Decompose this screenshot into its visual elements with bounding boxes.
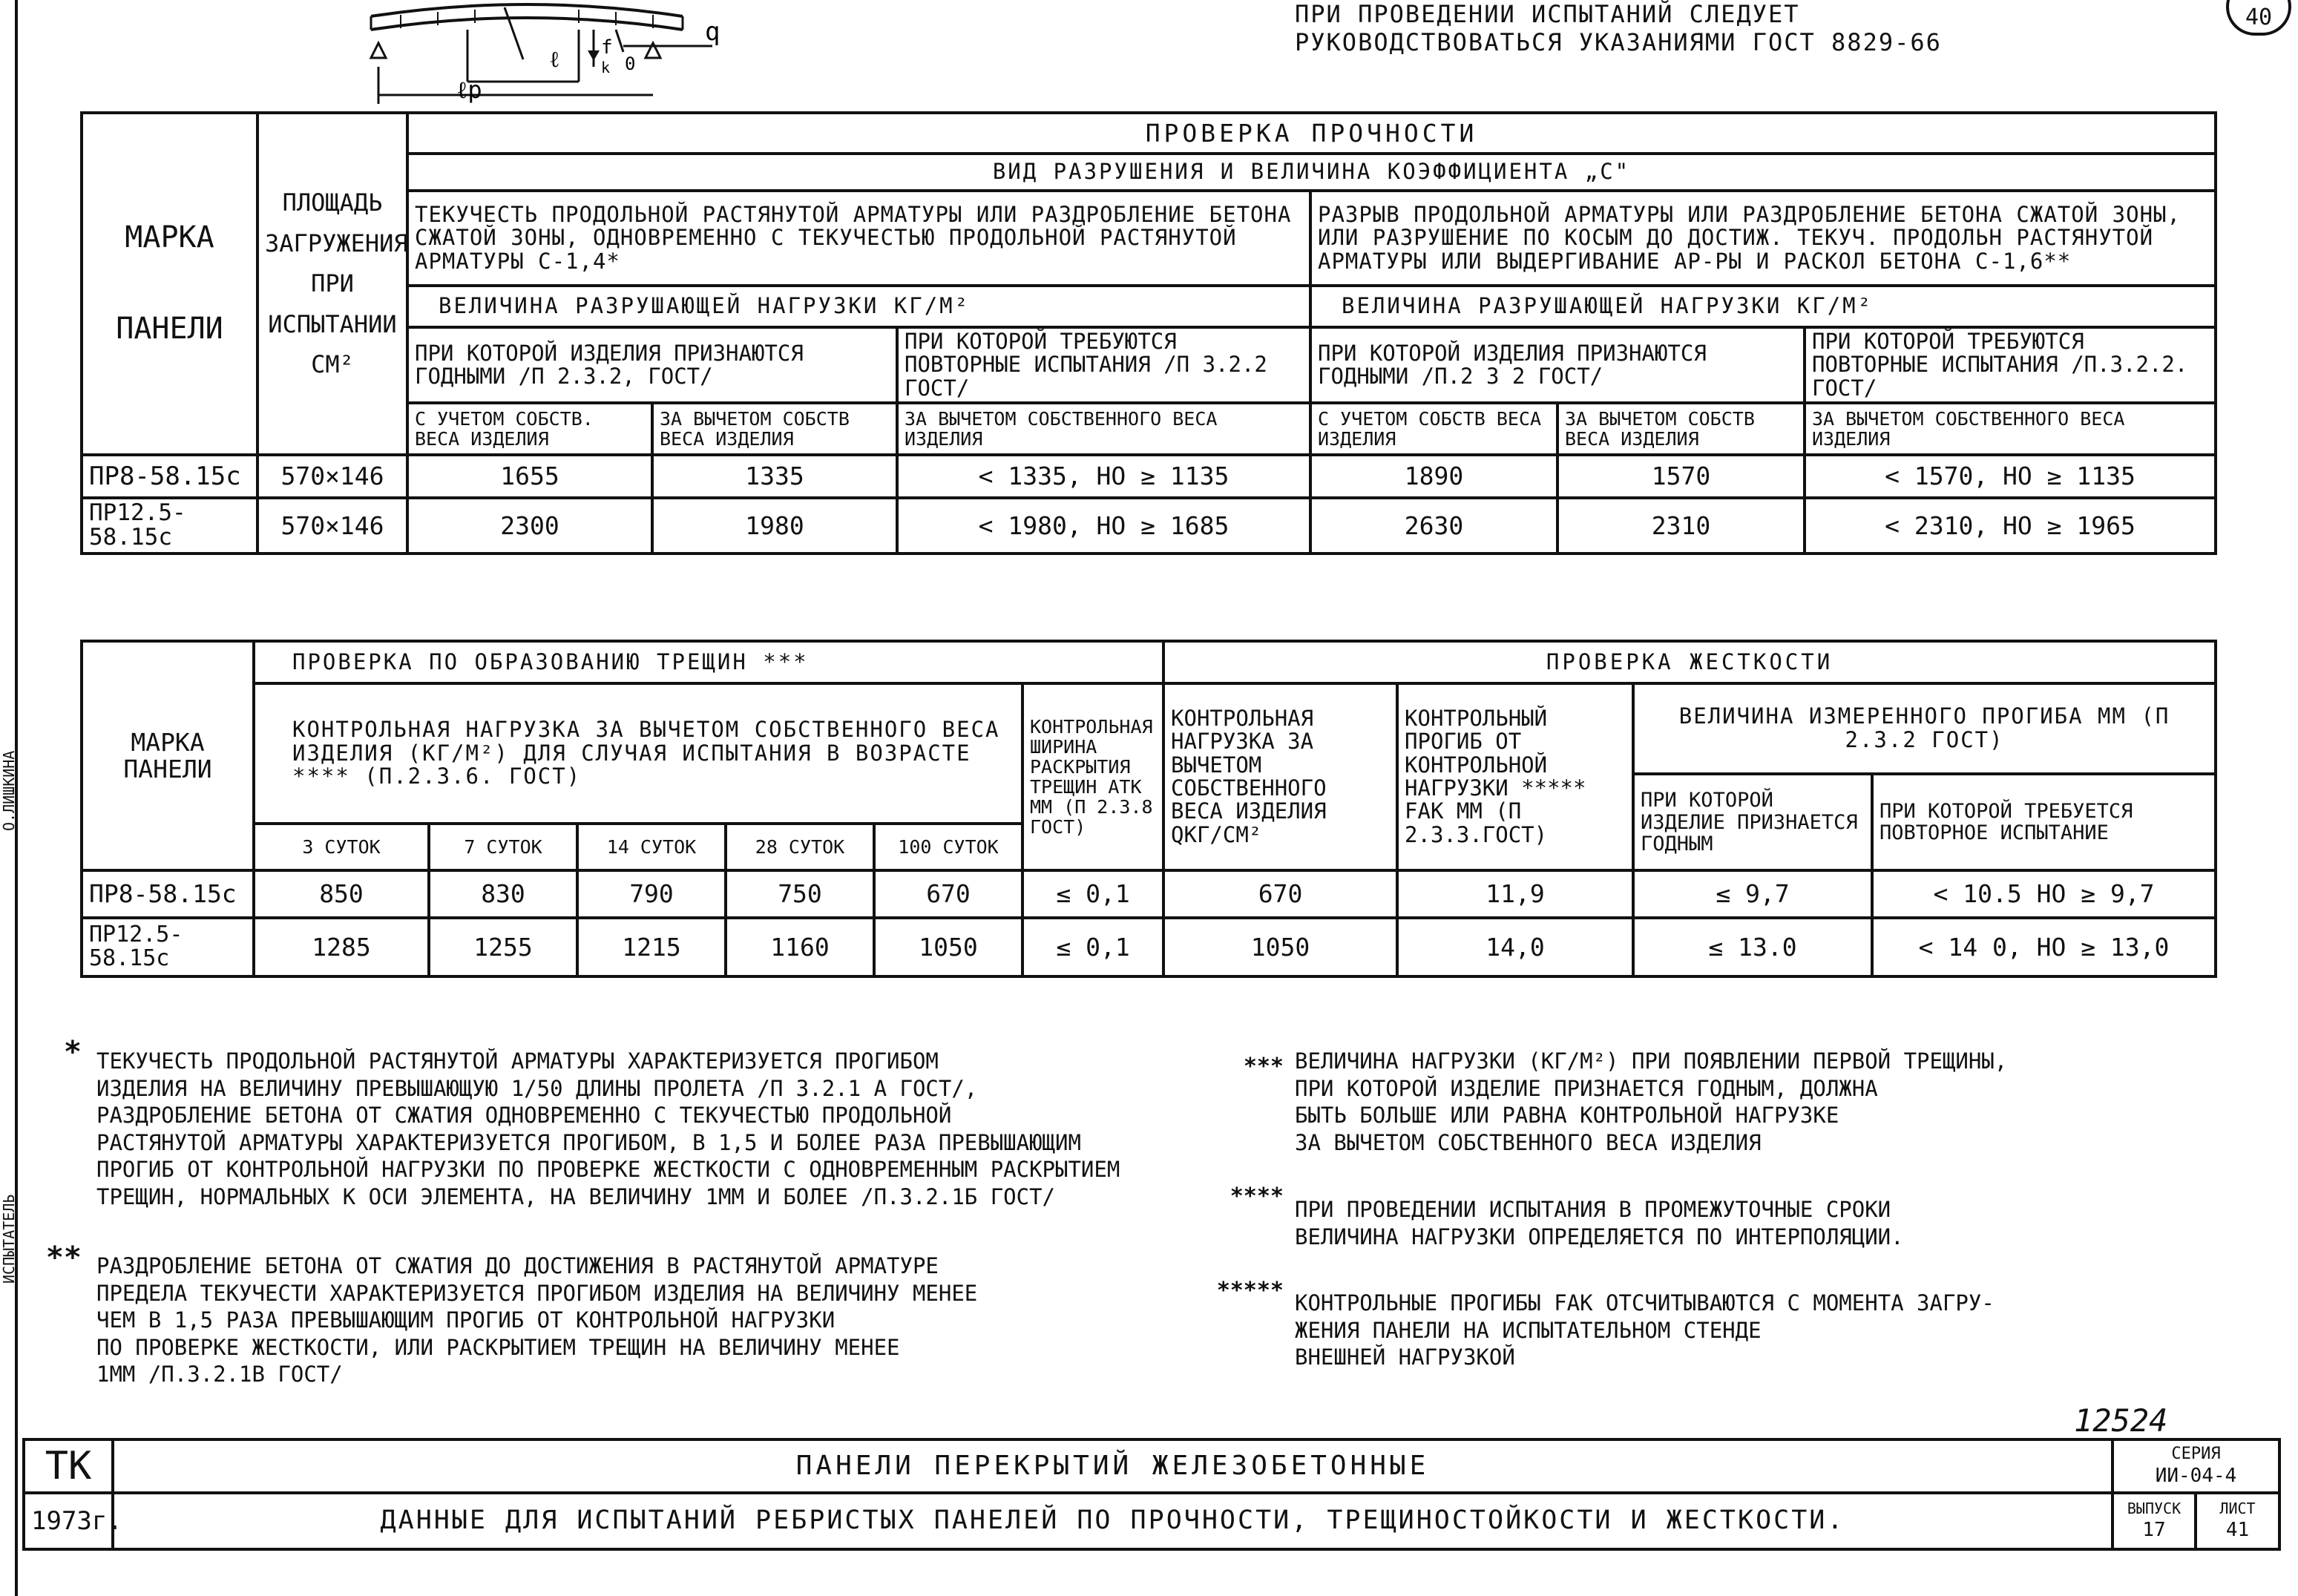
control-deflection-header: КОНТРОЛЬНЫЙ ПРОГИБ ОТ КОНТРОЛЬНОЙ НАГРУЗКИ ***** FАК ММ (П 2.3.3.ГОСТ) [1397, 683, 1633, 871]
age-7-days: 7 СУТОК [429, 824, 577, 870]
diagram-label-lp: ℓp [456, 76, 482, 104]
row-crack-width: ≤ 0,1 [1022, 870, 1163, 917]
note-1-text: ТЕКУЧЕСТЬ ПРОДОЛЬНОЙ РАСТЯНУТОЙ АРМАТУРЫ ХАРАКТЕРИЗУЕТСЯ ПРОГИБОМ ИЗДЕЛИЯ НА ВЕЛИЧИНУ ПРЕВЫШАЮЩУЮ 1/50 ДЛИНЫ ПРОЛЕТА /П 3.2.1 А ГОСТ/, РАЗДРОБЛЕНИЕ БЕТОНА ОТ СЖАТИЯ ОДНОВРЕМЕННО С ТЕКУЧЕСТЬЮ ПРОДОЛЬНОЙ РАСТЯНУТОЙ АРМАТУРЫ ХАРАКТЕРИЗУЕТСЯ ПРОГИБОМ, В 1,5 И БОЛЕЕ РАЗА ПРЕВЫШАЮЩИМ ПРОГИБ ОТ КОНТРОЛЬНОЙ НАГРУЗКИ ПО ПРОВЕРКЕ ЖЕСТКОСТИ С ОДНОВРЕМЕННЫМ РАСКРЫТИЕМ ТРЕЩИН, НОРМАЛЬНЫХ К ОСИ ЭЛЕМЕНТА, НА ВЕЛИЧИНУ 1ММ И БОЛЕЕ /П.3.2.1Б ГОСТ/ [96, 1048, 1120, 1209]
row-deflection-retest: < 14 0, НО ≥ 13,0 [1872, 918, 2216, 976]
row-load-14: 1215 [577, 918, 726, 976]
deflection-accepted-header: ПРИ КОТОРОЙ ИЗДЕЛИЕ ПРИЗНАЕТСЯ ГОДНЫМ [1633, 774, 1872, 871]
stamp-year: 1973г. [24, 1493, 113, 1549]
row-left-with: 1655 [407, 455, 652, 498]
row-load-100: 1050 [874, 918, 1022, 976]
row-right-retest: < 2310, НО ≥ 1965 [1805, 498, 2216, 554]
sheet-label: ЛИСТ [2219, 1500, 2256, 1518]
row-left-with: 2300 [407, 498, 652, 554]
row-left-retest: < 1980, НО ≥ 1685 [897, 498, 1310, 554]
side-signature-1: О.ЛИШКИНА [0, 750, 18, 831]
side-signature-3: ИСПЫТАТЕЛЬ [0, 1194, 18, 1284]
loading-area-header: ПЛОЩАДЬ ЗАГРУЖЕНИЯ ПРИ ИСПЫТАНИИ СМ² [257, 113, 407, 455]
note-1-mark: * [63, 1035, 82, 1069]
retest-left-header: ПРИ КОТОРОЙ ТРЕБУЮТСЯ ПОВТОРНЫЕ ИСПЫТАНИЯ /П 3.2.2 ГОСТ/ [897, 327, 1310, 403]
note-5-mark: ***** [1216, 1278, 1284, 1304]
row-right-minus: 2310 [1557, 498, 1805, 554]
stamp-series [2112, 1439, 2279, 1493]
row-mark: ПР8-58.15с [82, 870, 254, 917]
series-label: СЕРИЯ [2171, 1445, 2221, 1464]
row-load-100: 670 [874, 870, 1022, 917]
row-left-retest: < 1335, НО ≥ 1135 [897, 455, 1310, 498]
stamp-title-line-1: ПАНЕЛИ ПЕРЕКРЫТИЙ ЖЕЛЕЗОБЕТОННЫЕ [113, 1439, 2112, 1493]
row-load-28: 750 [726, 870, 874, 917]
destructive-load-right: ВЕЛИЧИНА РАЗРУШАЮЩЕЙ НАГРУЗКИ КГ/М² [1310, 286, 2216, 327]
diagram-label-q: q [705, 17, 720, 47]
row-right-with: 1890 [1310, 455, 1557, 498]
note-2-mark: ** [45, 1241, 82, 1275]
row-control-load: 1050 [1163, 918, 1397, 976]
destructive-load-left: ВЕЛИЧИНА РАЗРУШАЮЩЕЙ НАГРУЗКИ КГ/М² [407, 286, 1310, 327]
stamp-sheet [2196, 1493, 2279, 1549]
sheet-value: 41 [2225, 1519, 2250, 1542]
inventory-number: 12524 [2074, 1402, 2168, 1439]
row-area: 570×146 [257, 498, 407, 554]
accepted-left-header: ПРИ КОТОРОЙ ИЗДЕЛИЯ ПРИЗНАЮТСЯ ГОДНЫМИ /П 2.3.2, ГОСТ/ [407, 327, 897, 403]
row-mark: ПР8-58.15с [82, 455, 257, 498]
row-load-7: 1255 [429, 918, 577, 976]
row-right-retest: < 1570, НО ≥ 1135 [1805, 455, 2216, 498]
row-load-3: 1285 [254, 918, 429, 976]
row-deflection-retest: < 10.5 НО ≥ 9,7 [1872, 870, 2216, 917]
row-load-3: 850 [254, 870, 429, 917]
age-100-days: 100 СУТОК [874, 824, 1022, 870]
row-control-load: 670 [1163, 870, 1397, 917]
issue-value: 17 [2142, 1519, 2166, 1542]
row-right-minus: 1570 [1557, 455, 1805, 498]
deflection-retest-header: ПРИ КОТОРОЙ ТРЕБУЕТСЯ ПОВТОРНОЕ ИСПЫТАНИЕ [1872, 774, 2216, 871]
row-mark: ПР12.5-58.15с [82, 918, 254, 976]
stamp-tk: ТК [24, 1439, 113, 1493]
row-area: 570×146 [257, 455, 407, 498]
row-load-7: 830 [429, 870, 577, 917]
note-3-text: ВЕЛИЧИНА НАГРУЗКИ (КГ/М²) ПРИ ПОЯВЛЕНИИ ПЕРВОЙ ТРЕЩИНЫ, ПРИ КОТОРОЙ ИЗДЕЛИЕ ПРИЗНАЕТСЯ ГОДНЫМ, ДОЛЖНА БЫТЬ БОЛЬШЕ ИЛИ РАВНА КОНТРОЛЬНОЙ НАГРУЗКЕ ЗА ВЫЧЕТОМ СОБСТВЕННОГО ВЕСА ИЗДЕЛИЯ [1295, 1048, 2008, 1155]
series-value: ИИ-04-4 [2155, 1464, 2237, 1487]
row-control-deflection: 11,9 [1397, 870, 1633, 917]
crack-width-header: КОНТРОЛЬНАЯ ШИРИНА РАСКРЫТИЯ ТРЕЩИН AТК ММ (П 2.3.8 ГОСТ) [1022, 683, 1163, 871]
age-28-days: 28 СУТОК [726, 824, 874, 870]
failure-mode-left: ТЕКУЧЕСТЬ ПРОДОЛЬНОЙ РАСТЯНУТОЙ АРМАТУРЫ ИЛИ РАЗДРОБЛЕНИЕ БЕТОНА СЖАТОЙ ЗОНЫ, ОДНОВРЕМЕННО С ТЕКУЧЕСТЬЮ ПРОДОЛЬНОЙ РАСТЯНУТОЙ АРМАТУРЫ С-1,4* [407, 191, 1310, 286]
stiffness-check-title: ПРОВЕРКА ЖЕСТКОСТИ [1163, 641, 2216, 683]
note-2-text: РАЗДРОБЛЕНИЕ БЕТОНА ОТ СЖАТИЯ ДО ДОСТИЖЕНИЯ В РАСТЯНУТОЙ АРМАТУРЕ ПРЕДЕЛА ТЕКУЧЕСТИ ХАРАКТЕРИЗУЕТСЯ ПРОГИБОМ ИЗДЕЛИЯ НА ВЕЛИЧИНУ МЕНЕЕ ЧЕМ В 1,5 РАЗА ПРЕВЫШАЮЩИМ ПРОГИБ ОТ КОНТРОЛЬНОЙ НАГРУЗКИ ПО ПРОВЕРКЕ ЖЕСТКОСТИ, ИЛИ РАСКРЫТИЕМ ТРЕЩИН НА ВЕЛИЧИНУ МЕНЕЕ 1ММ /П.3.2.1В ГОСТ/ [96, 1253, 978, 1388]
with-own-weight-left: С УЧЕТОМ СОБСТВ. ВЕСА ИЗДЕЛИЯ [407, 403, 652, 455]
panel-mark-header: МАРКА ПАНЕЛИ [82, 113, 257, 455]
row-deflection-ok: ≤ 13.0 [1633, 918, 1872, 976]
age-14-days: 14 СУТОК [577, 824, 726, 870]
failure-mode-right: РАЗРЫВ ПРОДОЛЬНОЙ АРМАТУРЫ ИЛИ РАЗДРОБЛЕНИЕ БЕТОНА СЖАТОЙ ЗОНЫ, ИЛИ РАЗРУШЕНИЕ ПО КОСЫМ ДО ДОСТИЖ. ТЕКУЧ. ПРОДОЛЬН РАСТЯНУТОЙ АРМАТУРЫ ИЛИ ВЫДЕРГИВАНИЕ АР-РЫ И РАСКОЛ БЕТОНА С-1,6** [1310, 191, 2216, 286]
retest-right-header: ПРИ КОТОРОЙ ТРЕБУЮТСЯ ПОВТОРНЫЕ ИСПЫТАНИЯ /П.3.2.2. ГОСТ/ [1805, 327, 2216, 403]
note-5-text: КОНТРОЛЬНЫЕ ПРОГИБЫ FАК ОТСЧИТЫВАЮТСЯ С МОМЕНТА ЗАГРУ- ЖЕНИЯ ПАНЕЛИ НА ИСПЫТАТЕЛЬНОМ СТЕНДЕ ВНЕШНЕЙ НАГРУЗКОЙ [1295, 1290, 1995, 1370]
table-row [82, 870, 2216, 917]
table-row [82, 918, 2216, 976]
table-row [82, 498, 2216, 554]
row-load-14: 790 [577, 870, 726, 917]
stamp-title-line-2: ДАННЫЕ ДЛЯ ИСПЫТАНИЙ РЕБРИСТЫХ ПАНЕЛЕЙ ПО ПРОЧНОСТИ, ТРЕЩИНОСТОЙКОСТИ И ЖЕСТКОСТИ. [113, 1493, 2112, 1549]
diagram-label-fk-sub: k [601, 59, 611, 76]
minus-own-weight-retest-right: ЗА ВЫЧЕТОМ СОБСТВЕННОГО ВЕСА ИЗДЕЛИЯ [1805, 403, 2216, 455]
row-right-with: 2630 [1310, 498, 1557, 554]
diagram-label-l: ℓ [549, 47, 560, 73]
measured-deflection-header: ВЕЛИЧИНА ИЗМЕРЕННОГО ПРОГИБА ММ (П 2.3.2 ГОСТ) [1633, 683, 2216, 774]
page-number-circle: 40 [2226, 0, 2291, 36]
accepted-right-header: ПРИ КОТОРОЙ ИЗДЕЛИЯ ПРИЗНАЮТСЯ ГОДНЫМИ /П.2 3 2 ГОСТ/ [1310, 327, 1805, 403]
age-3-days: 3 СУТОК [254, 824, 429, 870]
minus-own-weight-left: ЗА ВЫЧЕТОМ СОБСТВ ВЕСА ИЗДЕЛИЯ [652, 403, 897, 455]
issue-label: ВЫПУСК [2127, 1500, 2182, 1518]
test-guideline-note-line-1: ПРИ ПРОВЕДЕНИИ ИСПЫТАНИЙ СЛЕДУЕТ [1295, 0, 1800, 28]
row-load-28: 1160 [726, 918, 874, 976]
strength-table [80, 111, 2217, 555]
note-4-text: ПРИ ПРОВЕДЕНИИ ИСПЫТАНИЯ В ПРОМЕЖУТОЧНЫЕ СРОКИ ВЕЛИЧИНА НАГРУЗКИ ОПРЕДЕЛЯЕТСЯ ПО ИНТЕРПОЛЯЦИИ. [1295, 1197, 1904, 1249]
title-block [22, 1438, 2281, 1551]
strength-check-title: ПРОВЕРКА ПРОЧНОСТИ [407, 113, 2216, 154]
row-crack-width: ≤ 0,1 [1022, 918, 1163, 976]
diagram-label-zero: 0 [625, 53, 636, 74]
row-left-minus: 1980 [652, 498, 897, 554]
note-3-mark: *** [1243, 1054, 1284, 1080]
minus-own-weight-right: ЗА ВЫЧЕТОМ СОБСТВ ВЕСА ИЗДЕЛИЯ [1557, 403, 1805, 455]
row-left-minus: 1335 [652, 455, 897, 498]
table-row [82, 455, 2216, 498]
failure-mode-subtitle: ВИД РАЗРУШЕНИЯ И ВЕЛИЧИНА КОЭФФИЦИЕНТА „С" [407, 154, 2216, 191]
row-mark: ПР12.5-58.15с [82, 498, 257, 554]
crack-stiffness-table [80, 640, 2217, 978]
diagram-label-f: f [601, 36, 613, 59]
crack-check-title: ПРОВЕРКА ПО ОБРАЗОВАНИЮ ТРЕЩИН *** [254, 641, 1163, 683]
row-deflection-ok: ≤ 9,7 [1633, 870, 1872, 917]
test-guideline-note-line-2: РУКОВОДСТВОВАТЬСЯ УКАЗАНИЯМИ ГОСТ 8829-66 [1295, 28, 1942, 56]
crack-panel-mark-header: МАРКА ПАНЕЛИ [82, 641, 254, 870]
control-load-stiff-header: КОНТРОЛЬНАЯ НАГРУЗКА ЗА ВЫЧЕТОМ СОБСТВЕННОГО ВЕСА ИЗДЕЛИЯ QКГ/СМ² [1163, 683, 1397, 871]
with-own-weight-right: С УЧЕТОМ СОБСТВ ВЕСА ИЗДЕЛИЯ [1310, 403, 1557, 455]
row-control-deflection: 14,0 [1397, 918, 1633, 976]
stamp-issue [2112, 1493, 2196, 1549]
note-4-mark: **** [1230, 1183, 1284, 1209]
loading-scheme-diagram [356, 0, 772, 104]
minus-own-weight-retest-left: ЗА ВЫЧЕТОМ СОБСТВЕННОГО ВЕСА ИЗДЕЛИЯ [897, 403, 1310, 455]
control-load-header: КОНТРОЛЬНАЯ НАГРУЗКА ЗА ВЫЧЕТОМ СОБСТВЕННОГО ВЕСА ИЗДЕЛИЯ (КГ/М²) ДЛЯ СЛУЧАЯ ИСПЫТАНИЯ В ВОЗРАСТЕ **** (П.2.3.6. ГОСТ) [254, 683, 1022, 824]
